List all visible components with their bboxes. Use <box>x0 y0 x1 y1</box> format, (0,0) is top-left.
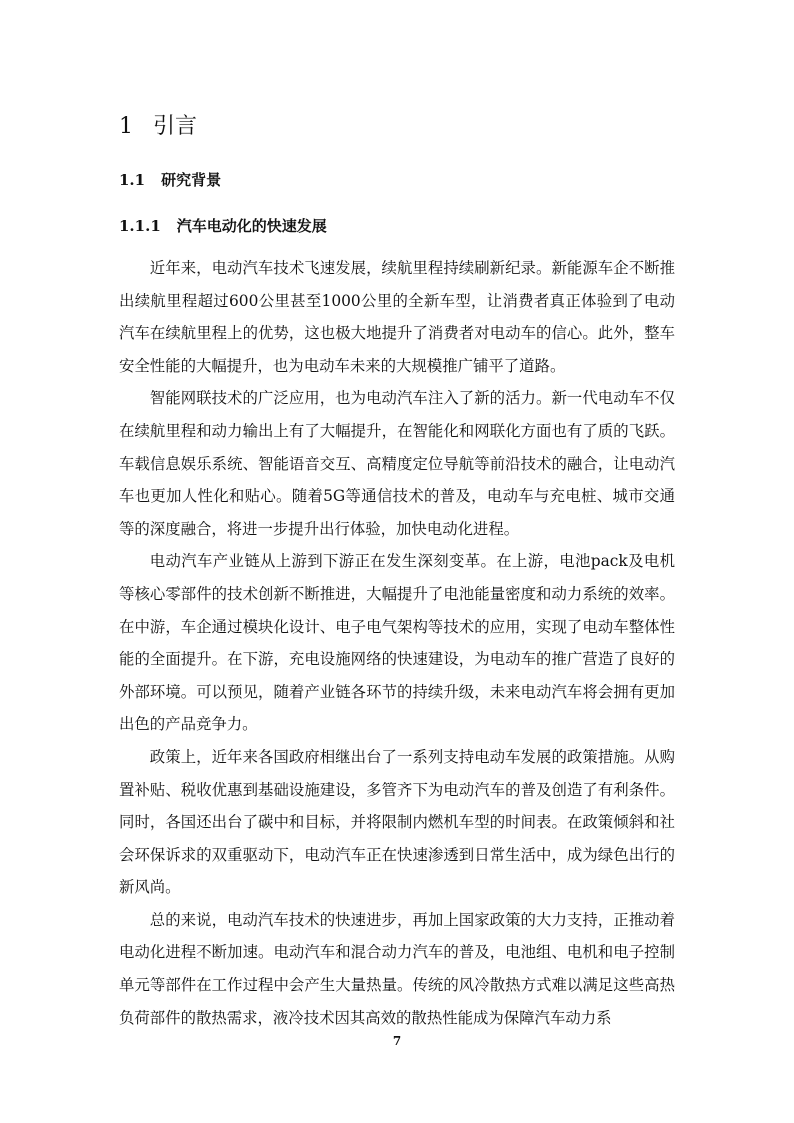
chapter-heading <box>119 112 197 142</box>
body-text <box>119 252 675 1034</box>
paragraph-4: 政策上，近年来各国政府相继出台了一系列支持电动车发展的政策措施。从购置补贴、税收优惠到基础设施建设，多管齐下为电动汽车的普及创造了有利条件。同时，各国还出台了碳中和目标，并将限制内燃机车型的时间表。在政策倾斜和社会环保诉求的双重驱动下，电动汽车正在快速渗透到日常生活中，成为绿色出行的新风尚。 <box>119 747 675 897</box>
paragraph-2: 智能网联技术的广泛应用，也为电动汽车注入了新的活力。新一代电动车不仅在续航里程和动力输出上有了大幅提升，在智能化和网联化方面也有了质的飞跃。车载信息娱乐系统、智能语音交互、高精度定位导航等前沿技术的融合，让电动汽车也更加人性化和贴心。随着5G等通信技术的普及，电动车与充电桩、城市交通等的深度融合，将进一步提升出行体验，加快电动化进程。 <box>119 389 675 538</box>
section-number: 1.1 <box>119 171 146 189</box>
paragraph-3: 电动汽车产业链从上游到下游正在发生深刻变革。在上游，电池pack及电机等核心零部件的技术创新不断推进，大幅提升了电池能量密度和动力系统的效率。在中游，车企通过模块化设计、电子电气架构等技术的应用，实现了电动车整体性能的全面提升。在下游，充电设施网络的快速建设，为电动车的推广营造了良好的外部环境。可以预见，随着产业链各环节的持续升级，未来电动汽车将会拥有更加出色的产品竞争力。 <box>119 552 675 734</box>
page-number: 7 <box>392 1034 402 1048</box>
chapter-title: 引言 <box>153 114 198 139</box>
paragraph-5: 总的来说，电动汽车技术的快速进步，再加上国家政策的大力支持，正推动着电动化进程不断加速。电动汽车和混合动力汽车的普及，电池组、电机和电子控制单元等部件在工作过程中会产生大量热量。传统的风冷散热方式难以满足这些高热负荷部件的散热需求，液冷技术因其高效的散热性能成为保障汽车动力系 <box>119 910 675 1027</box>
section-heading <box>119 168 221 192</box>
chapter-number: 1 <box>119 114 133 139</box>
section-title: 研究背景 <box>161 171 222 189</box>
paragraph-1: 近年来，电动汽车技术飞速发展，续航里程持续刷新纪录。新能源车企不断推出续航里程超过600公里甚至1000公里的全新车型，让消费者真正体验到了电动汽车在续航里程上的优势，这也极大地提升了消费者对电动车的信心。此外，整车安全性能的大幅提升，也为电动车未来的大规模推广铺平了道路。 <box>119 259 675 375</box>
subsection-number: 1.1.1 <box>119 217 161 235</box>
subsection-heading <box>119 214 327 238</box>
subsection-title: 汽车电动化的快速发展 <box>176 217 327 235</box>
